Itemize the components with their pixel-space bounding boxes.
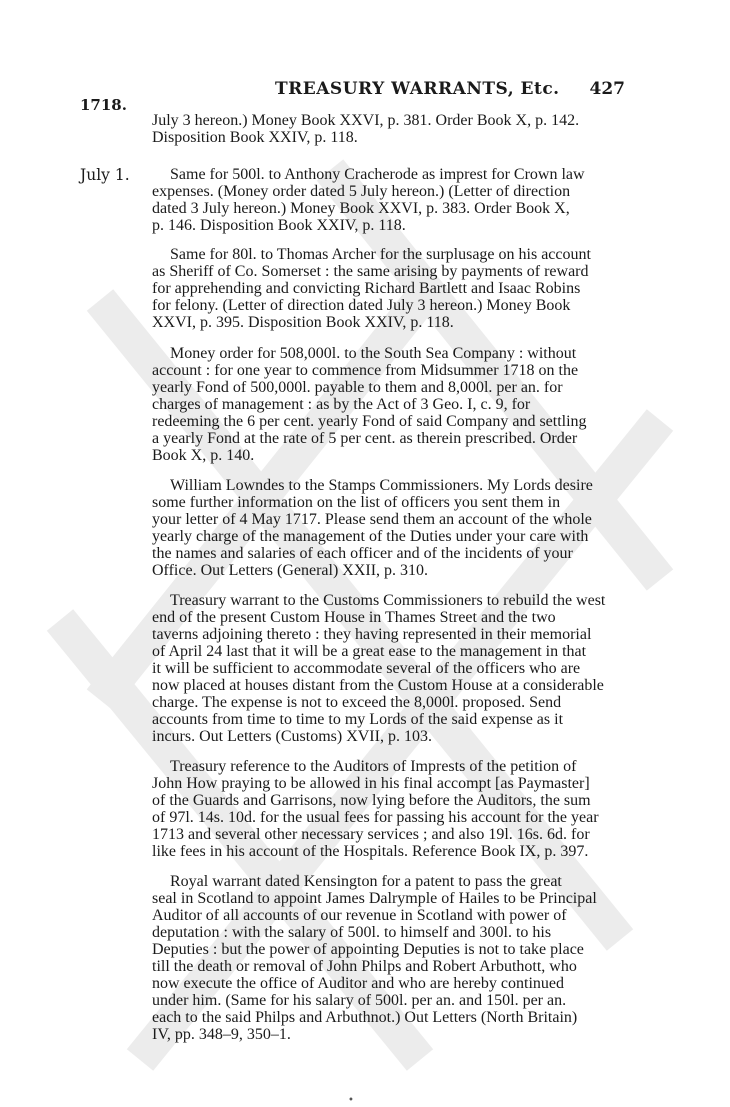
entry-line: now execute the office of Auditor and who are hereby continued xyxy=(152,975,564,992)
page-number: 427 xyxy=(589,79,625,99)
entry-line: Book X, p. 140. xyxy=(152,447,255,464)
entry-line: Treasury reference to the Auditors of Imprests of the petition of xyxy=(170,758,577,775)
entry-line: taverns adjoining thereto : they having represented in their memorial xyxy=(152,626,592,643)
entry-line: as Sheriff of Co. Somerset : the same arising by payments of reward xyxy=(152,263,589,280)
entry-line: IV, pp. 348–9, 350–1. xyxy=(152,1026,291,1043)
entry-line: July 3 hereon.) Money Book XXVI, p. 381. Order Book X, p. 142. xyxy=(152,112,580,129)
entry-line: incurs. Out Letters (Customs) XVII, p. 103. xyxy=(152,728,432,745)
entry-line: charges of management : as by the Act of 3 Geo. I, c. 9, for xyxy=(152,396,531,413)
entry-line: dated 3 July hereon.) Money Book XXVI, p. 383. Order Book X, xyxy=(152,200,570,217)
entry-line: yearly Fond of 500,000l. payable to them and 8,000l. per an. for xyxy=(152,379,563,396)
margin-year: 1718. xyxy=(80,96,127,114)
entry-line: deputation : with the salary of 500l. to himself and 300l. to his xyxy=(152,924,552,941)
entry-line: some further information on the list of officers you sent them in xyxy=(152,494,561,511)
entry-line: of the Guards and Garrisons, now lying before the Auditors, the sum xyxy=(152,792,591,809)
entry-line: of April 24 last that it will be a great ease to the management in that xyxy=(152,643,587,660)
entry-line: now placed at houses distant from the Custom House at a considerable xyxy=(152,677,604,694)
entry-line: the names and salaries of each officer and of the incidents of your xyxy=(152,545,573,562)
entry-line: of 97l. 14s. 10d. for the usual fees for passing his account for the year xyxy=(152,809,599,826)
entry-line: Same for 80l. to Thomas Archer for the surplusage on his account xyxy=(170,246,591,263)
running-head-title: TREASURY WARRANTS, Etc. xyxy=(275,79,560,99)
entry-custom-house xyxy=(152,592,652,745)
entry-line: Royal warrant dated Kensington for a patent to pass the great xyxy=(170,873,562,890)
entry-line: charge. The expense is not to exceed the 8,000l. proposed. Send xyxy=(152,694,562,711)
entry-dalrymple xyxy=(152,873,652,1043)
entry-archer xyxy=(152,246,652,331)
entry-line: expenses. (Money order dated 5 July hereon.) (Letter of direction xyxy=(152,183,571,200)
entry-line: accounts from time to time to my Lords of the said expense as it xyxy=(152,711,564,728)
entry-line: it will be sufficient to accommodate several of the officers who are xyxy=(152,660,581,677)
entry-line: Same for 500l. to Anthony Cracherode as imprest for Crown law xyxy=(170,166,585,183)
entry-line: a yearly Fond at the rate of 5 per cent. as therein prescribed. Order xyxy=(152,430,578,447)
entry-line: under him. (Same for his salary of 500l. per an. and 150l. per an. xyxy=(152,992,567,1009)
entry-line: William Lowndes to the Stamps Commissioners. My Lords desire xyxy=(170,477,593,494)
entry-line: Office. Out Letters (General) XXII, p. 310. xyxy=(152,562,429,579)
entry-line: Treasury warrant to the Customs Commissioners to rebuild the west xyxy=(170,592,606,609)
entry-line: account : for one year to commence from Midsummer 1718 on the xyxy=(152,362,579,379)
entry-john-how xyxy=(152,758,652,860)
entry-line: 1713 and several other necessary services ; and also 19l. 16s. 6d. for xyxy=(152,826,590,843)
entry-line: Deputies : but the power of appointing Deputies is not to take place xyxy=(152,941,584,958)
entry-line: seal in Scotland to appoint James Dalrymple of Hailes to be Principal xyxy=(152,890,597,907)
entry-line: Auditor of all accounts of our revenue in Scotland with power of xyxy=(152,907,567,924)
entry-line: redeeming the 6 per cent. yearly Fond of said Company and settling xyxy=(152,413,587,430)
entry-line: each to the said Philps and Arbuthnot.) Out Letters (North Britain) xyxy=(152,1009,578,1026)
entry-lowndes xyxy=(152,477,652,579)
entry-line: John How praying to be allowed in his final accompt [as Paymaster] xyxy=(152,775,590,792)
entry-line: for apprehending and convicting Richard Bartlett and Isaac Robins xyxy=(152,280,581,297)
entry-south-sea xyxy=(152,345,652,464)
entry-line: till the death or removal of John Philps and Robert Arbuthott, who xyxy=(152,958,577,975)
entry-cracherode xyxy=(152,166,652,234)
margin-date: July 1. xyxy=(80,166,130,184)
footer-mark: • xyxy=(348,1095,354,1106)
entry-line: Disposition Book XXIV, p. 118. xyxy=(152,129,358,146)
entry-continuation xyxy=(152,112,652,146)
entry-line: XXVI, p. 395. Disposition Book XXIV, p. 118. xyxy=(152,314,454,331)
entry-line: end of the present Custom House in Thames Street and the two xyxy=(152,609,556,626)
entry-line: p. 146. Disposition Book XXIV, p. 118. xyxy=(152,217,406,234)
entry-line: your letter of 4 May 1717. Please send them an account of the whole xyxy=(152,511,592,528)
entry-line: like fees in his account of the Hospitals. Reference Book IX, p. 397. xyxy=(152,843,589,860)
entry-line: yearly charge of the management of the Duties under your care with xyxy=(152,528,589,545)
entry-line: for felony. (Letter of direction dated July 3 hereon.) Money Book xyxy=(152,297,571,314)
entry-line: Money order for 508,000l. to the South Sea Company : without xyxy=(170,345,577,362)
